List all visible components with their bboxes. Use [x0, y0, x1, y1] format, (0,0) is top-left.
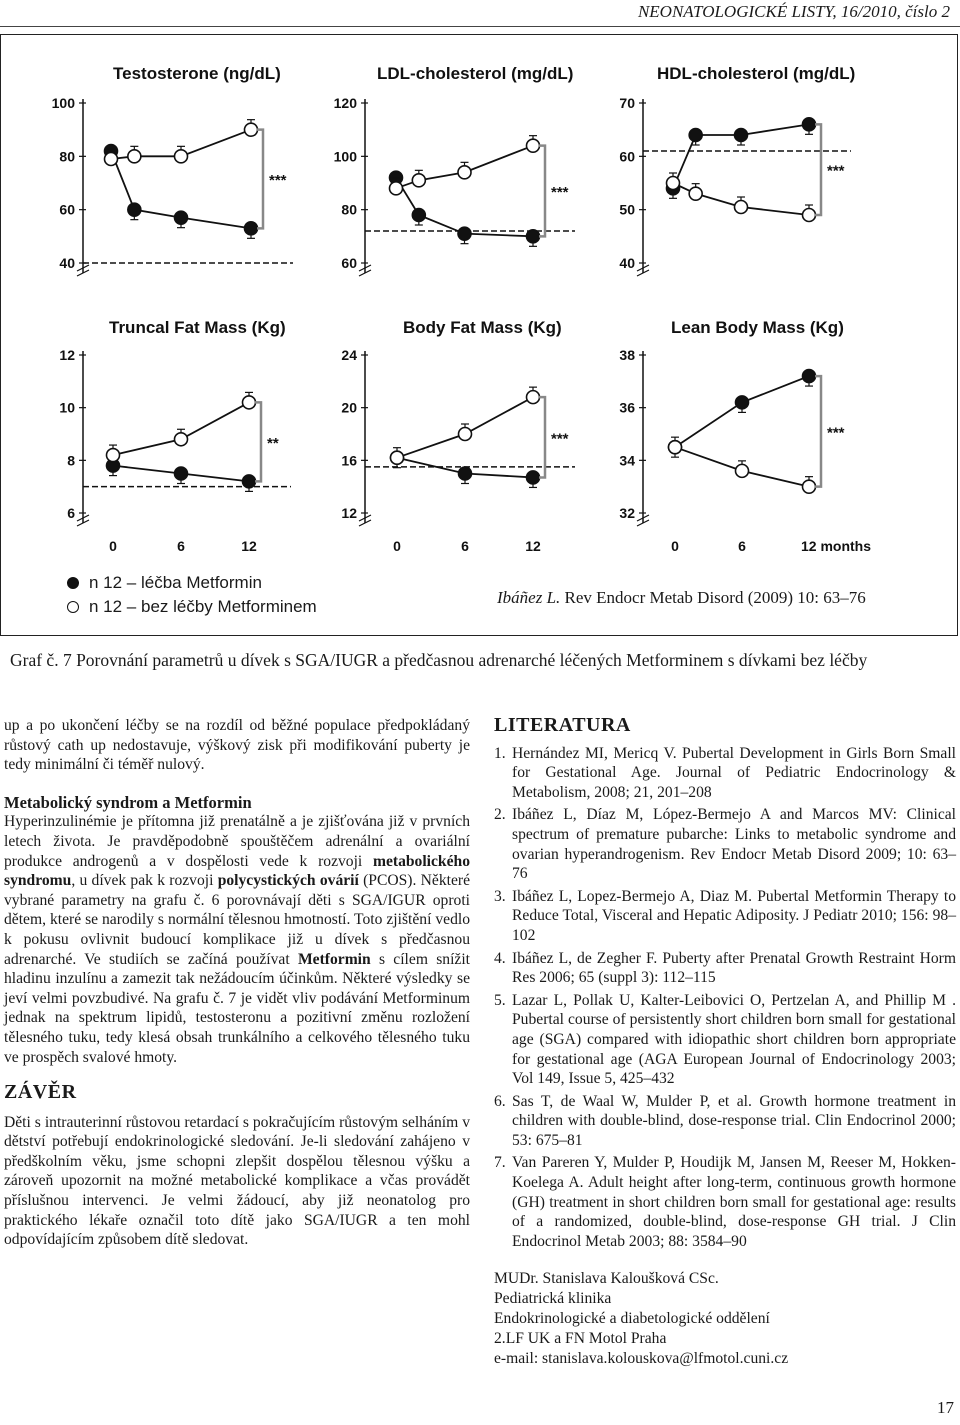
reference-number: 6.: [494, 1092, 506, 1110]
point-control: [128, 150, 141, 163]
chart-title: LDL-cholesterol (mg/dL): [377, 64, 574, 83]
author-clinic: Pediatrická klinika: [494, 1290, 612, 1308]
figure: [0, 34, 958, 636]
page-number: 17: [937, 1398, 954, 1417]
chart-title: Body Fat Mass (Kg): [403, 318, 562, 337]
point-control: [391, 451, 404, 464]
x-tick-label: 0: [393, 538, 401, 554]
point-control: [736, 464, 749, 477]
point-metformin: [175, 467, 188, 480]
y-tick-label: 40: [59, 255, 75, 271]
y-tick-label: 38: [619, 347, 635, 363]
reference-text: Hernández MI, Mericq V. Pubertal Development in Girls Born Small for Gestational Age. Journal of Pediatric Endocrinology & Metabolism, 2008; 21, 201–208: [512, 744, 956, 801]
y-tick-label: 34: [619, 452, 635, 469]
y-tick-label: 100: [333, 148, 357, 165]
y-tick-label: 36: [619, 399, 635, 416]
chart-title: HDL-cholesterol (mg/dL): [657, 64, 856, 83]
running-head: NEONATOLOGICKÉ LISTY, 16/2010, číslo 2: [637, 2, 950, 21]
open-circle-icon: [67, 601, 79, 613]
figure-source: [497, 588, 866, 608]
reference-text: Lazar L, Pollak U, Kalter-Leibovici O, Pertzelan A, and Phillip M . Pubertal course of persistently short children born small for gestational age (SGA) compared with idiopathic short children born appropriate for gestational age (AGA European Journal of Endocrinology 2003; Vol 149, Issue 5, 425–432: [512, 991, 956, 1088]
point-metformin: [128, 203, 141, 216]
significance-bracket: [815, 124, 821, 215]
y-tick-label: 60: [341, 255, 357, 271]
author-department: Endokrinologické a diabetologické oddělení: [494, 1310, 770, 1328]
point-metformin: [459, 467, 472, 480]
reference-number: 5.: [494, 991, 506, 1009]
reference-list: [494, 744, 956, 1252]
y-tick-label: 60: [619, 148, 635, 165]
point-control: [458, 166, 471, 179]
significance-label: ***: [827, 162, 845, 180]
chart-title: Lean Body Mass (Kg): [671, 318, 844, 337]
point-control: [105, 153, 118, 166]
x-tick-label: 0: [671, 538, 679, 554]
point-metformin: [243, 475, 256, 488]
y-tick-label: 32: [619, 505, 635, 521]
significance-bracket: [539, 397, 545, 477]
reference-text: Ibáñez L, Díaz M, López-Bermejo A and Marcos MV: Clinical spectrum of premature pubarche: Links to metabolic syndrome and ovarian hyperandrogenism. Rev Endocr Metab Disord 2009; 10: 63–76: [512, 806, 956, 883]
x-tick-label: 12 months: [801, 538, 872, 554]
reference-text: Sas T, de Waal W, Mulder P, et al. Growth hormone treatment in children with double-blind, dose-response trial. Clin Endocrinol 2000; 53: 675–81: [512, 1092, 956, 1149]
point-control: [803, 209, 816, 222]
point-metformin: [412, 209, 425, 222]
point-control: [459, 428, 472, 441]
y-tick-label: 100: [51, 95, 75, 111]
bold-term: metabolického syndromu: [4, 852, 470, 890]
literature-heading: LITERATURA: [494, 714, 631, 736]
left-column: [4, 716, 470, 1250]
point-control: [669, 441, 682, 454]
point-control: [735, 201, 748, 214]
point-metformin: [689, 129, 702, 142]
point-control: [412, 174, 425, 187]
y-tick-label: 60: [59, 201, 75, 218]
significance-bracket: [815, 376, 821, 487]
section-heading-conclusion: ZÁVĚR: [4, 1081, 77, 1104]
point-control: [803, 480, 816, 493]
intro-paragraph: up a po ukončení léčby se na rozdíl od běžné populace předpokládaný růstový cath up nedostavuje, výškový zisk při modifikování puberty je tedy minimální či téměř nulový.: [4, 717, 470, 774]
y-tick-label: 6: [67, 505, 75, 521]
point-metformin: [803, 370, 816, 383]
reference-item: [494, 1092, 956, 1151]
reference-item: [494, 805, 956, 883]
point-control: [175, 433, 188, 446]
y-tick-label: 10: [59, 399, 75, 416]
y-tick-label: 80: [59, 148, 75, 165]
source-citation: Rev Endocr Metab Disord (2009) 10: 63–76: [560, 588, 866, 607]
source-author: Ibáñez L.: [497, 588, 561, 607]
point-metformin: [527, 230, 540, 243]
right-column: [494, 716, 956, 1369]
y-tick-label: 120: [333, 95, 357, 111]
point-metformin: [735, 129, 748, 142]
reference-number: 1.: [494, 744, 506, 762]
text-run: Hyperinzulinémie je přítomna již prenatálně a je zjišťována již v prvních letech života. Je pravděpodobně spouštěčem adrenální a ovariální produkce androgenů a v dospělosti vede k rozvoji: [4, 813, 470, 870]
y-tick-label: 16: [341, 452, 357, 469]
bold-term: polycystických ovárií: [217, 872, 359, 890]
y-tick-label: 50: [619, 201, 635, 218]
y-tick-label: 24: [341, 347, 357, 363]
x-tick-label: 6: [461, 538, 469, 554]
point-control: [175, 150, 188, 163]
y-tick-label: 80: [341, 201, 357, 218]
significance-bracket: [255, 402, 261, 481]
chart-title: Truncal Fat Mass (Kg): [109, 318, 286, 337]
point-metformin: [458, 227, 471, 240]
figure-charts: [1, 35, 957, 635]
reference-text: Ibáñez L, de Zegher F. Puberty after Prenatal Growth Restraint Horm Res 2006; 65 (suppl 3): 112–115: [512, 949, 956, 987]
significance-label: ***: [269, 172, 287, 189]
text-run: (PCOS). Některé vybrané parametry na grafu č. 6 porovnávají děti s SGA/IGUR oproti dětem, které se narodily s normální tělesnou hmotností. Toto zjištění vedlo k pokusu ovlivnit budoucí komplikace již u dívek s předčasnou adrenarché. Ve studiích se začíná používat: [4, 872, 471, 968]
point-control: [527, 139, 540, 152]
significance-label: **: [267, 434, 279, 452]
point-metformin: [245, 222, 258, 235]
x-tick-label: 6: [738, 538, 746, 554]
point-control: [667, 177, 680, 190]
reference-item: [494, 1153, 956, 1251]
point-metformin: [736, 396, 749, 409]
conclusion-paragraph: Děti s intrauterinní růstovou retardací s pokračujícím růstovým selháním v dětství potřebují endokrinologické sledování. Je-li sledování zahájeno v předškolním věku, jsme schopni zlepšit dospělou tělesnou výšku a zároveň upozornit na možné metabolické komplikace a včas provádět příslušnou intervenci. Je velmi žádoucí, aby již neonatolog pro praktického lékaře označil toto dítě jako SGA/IUGR a ten mohl odpovídajícím způsobem dítě sledovat.: [4, 1113, 470, 1249]
y-tick-label: 12: [59, 347, 75, 363]
y-tick-label: 8: [67, 452, 75, 469]
point-control: [527, 391, 540, 404]
point-control: [107, 449, 120, 462]
figure-caption: Graf č. 7 Porovnání parametrů u dívek s SGA/IUGR a předčasnou adrenarché léčených Metforminem s dívkami bez léčby: [10, 650, 868, 670]
point-metformin: [527, 471, 540, 484]
text-run: , u dívek pak k rozvoji: [71, 872, 218, 890]
reference-number: 4.: [494, 949, 506, 967]
text-run: s cílem snížit hladinu inzulínu a zamezit tak nežádoucím účinkům. Některé výsledky se jeví velmi povzbudivé. Na grafu č. 7 je vidět vliv podávání Metforminum jednak na spektrum lipidů, testosteronu a pozitivní změnu rozložení tělesného tuku, tedy klesá obsah trunkálního a celkového tělesného tuku ve prospěch svalové hmoty.: [4, 950, 470, 1066]
figure-legend: [67, 571, 317, 619]
reference-number: 3.: [494, 887, 506, 905]
y-tick-label: 70: [619, 95, 635, 111]
point-control: [243, 396, 256, 409]
significance-bracket: [539, 146, 545, 237]
x-tick-label: 0: [109, 538, 117, 554]
header-rule: [0, 26, 960, 27]
reference-item: [494, 744, 956, 803]
reference-item: [494, 949, 956, 988]
reference-text: Van Pareren Y, Mulder P, Houdijk M, Jansen M, Reeser M, Hokken-Koelega A. Adult height after long-term, continuous growth hormone (GH) treatment in short children born small for gestational age: results of a randomized, double-blind, dose-response GH trial. J Clin Endocrinol Metab 2003; 88: 3584–90: [512, 1154, 956, 1250]
point-control: [689, 187, 702, 200]
y-tick-label: 20: [341, 399, 357, 416]
author-address: [494, 1269, 956, 1369]
legend-label-control: n 12 – bez léčby Metforminem: [89, 597, 317, 616]
filled-circle-icon: [67, 577, 79, 589]
reference-number: 2.: [494, 806, 506, 824]
significance-label: ***: [827, 424, 845, 442]
reference-item: [494, 887, 956, 946]
section-heading-metabolic: Metabolický syndrom a Metformin: [4, 792, 252, 812]
significance-label: ***: [551, 184, 569, 201]
bold-term: Metformin: [297, 950, 371, 968]
point-metformin: [803, 118, 816, 131]
legend-item-metformin: [67, 571, 317, 595]
legend-item-control: [67, 595, 317, 619]
point-control: [390, 182, 403, 195]
x-tick-label: 6: [177, 538, 185, 554]
y-tick-label: 12: [341, 505, 357, 521]
reference-item: [494, 991, 956, 1089]
x-tick-label: 12: [241, 538, 257, 554]
point-control: [245, 123, 258, 136]
significance-bracket: [257, 130, 263, 229]
chart-title: Testosterone (ng/dL): [113, 64, 281, 83]
reference-number: 7.: [494, 1154, 506, 1172]
author-email: e-mail: stanislava.kolouskova@lfmotol.cuni.cz: [494, 1350, 789, 1368]
author-institution: 2.LF UK a FN Motol Praha: [494, 1330, 667, 1348]
point-metformin: [175, 211, 188, 224]
reference-text: Ibáñez L, Lopez-Bermejo A, Diaz M. Pubertal Metformin Therapy to Reduce Total, Visceral and Hepatic Adiposity. J Pediatr 2010; 156: 98–102: [512, 887, 956, 944]
author-name: MUDr. Stanislava Kaloušková CSc.: [494, 1270, 719, 1288]
legend-label-metformin: n 12 – léčba Metformin: [89, 573, 262, 592]
x-tick-label: 12: [525, 538, 541, 554]
significance-label: ***: [551, 430, 569, 448]
y-tick-label: 40: [619, 255, 635, 271]
metabolic-paragraph: [4, 812, 470, 1067]
